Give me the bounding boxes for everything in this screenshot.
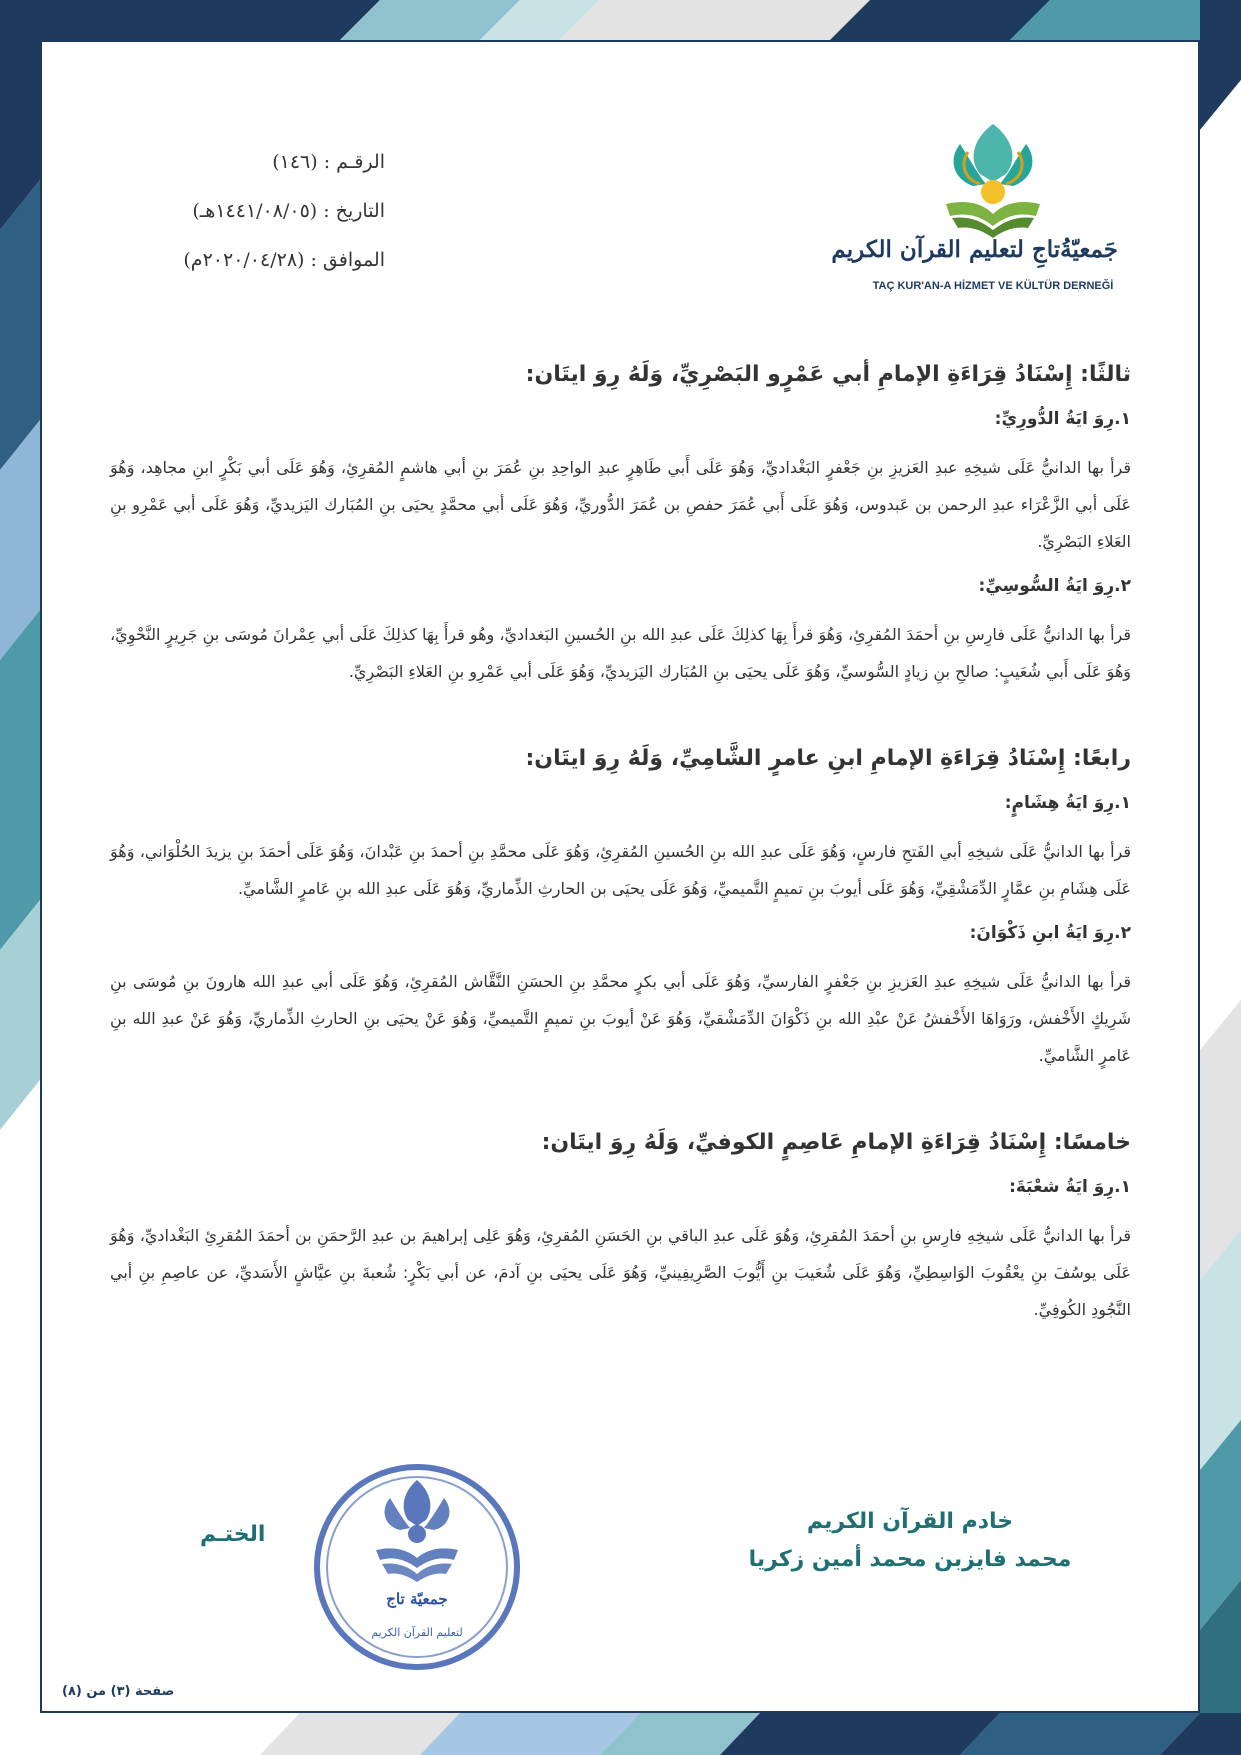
section-title: خامسًا: إِسْنَادُ قِرَاءَةِ الإمامِ عَاصِمٍ الكوفيِّ، وَلَهُ رِوَ ايتَان: [541,1130,1131,1155]
official-seal-icon [308,1458,526,1676]
section-title: رابعًا: إِسْنَادُ قِرَاءَةِ الإمامِ ابنِ عامرٍ الشَّامِيِّ، وَلَهُ رِوَ ايتَان: [525,746,1131,771]
narration-text: قرأ بها الدانيُّ عَلَى شيخِهِ عبدِ العَزيزِ بنِ جَعْفرٍ البَغْداديِّ، وَهُوَ عَلَى أَبي طَاهِرٍ عبدِ الواحِدِ بنِ عُمَرَ بنِ أبي هاشمٍ المُقرِئِ، وَهُوَ عَلَى أبي بَكْرٍ ابنِ مجاهِد، وَهُوَ عَلَى أبي الزَّعْرَاء عبدِ الرحمن بن عَبدوس، وَهُوَ عَلَى أَبي عُمَرَ حفصِ بن عُمَرَ الدُّوريِّ، وَهُوَ عَلَى أبي محمَّدٍ يحيَى بنِ المُبَارك اليَزيديِّ، وَهُوَ عَلَى أبي عَمْرِو بنِ العَلاءِ البَصْرِيِّ. [110,458,1131,551]
signature-block [700,1503,1120,1579]
section [110,746,1131,1074]
seal-label: الختـم [200,1522,266,1547]
narration-title: ٢.رِوَ ايَةُ ابنِ ذَكْوَانَ: [969,923,1131,943]
document-body [110,362,1131,1344]
seal-subtext: لتعليم القرآن الكريم [371,1626,463,1639]
narration-text: قرأ بها الدانيُّ عَلَى فارِسِ بنِ أحمَدَ المُقرِئِ، وَهُوَ قرأَ بِهَا كذلِكَ عَلَى عبدِ الله بنِ الحُسينِ البَغداديِّ، وهُو قرأَ بِهَا كذلِكَ عَلَى أبي عِمْرانَ مُوسَى بنِ جَرِيرٍ النَّحْوِيِّ، وَهُوَ عَلَى أَبي شُعَيبٍ: صالحِ بنِ زيادٍ السُّوسيِّ، وَهُوَ عَلَى يحيَى بنِ المُبَارك اليَزيديِّ، وَهُوَ عَلَى أبي عَمْرِو بنِ العَلاءِ البَصْرِيِّ. [110,625,1131,681]
logo-latin-name: TAÇ KUR'AN-A HİZMET VE KÜLTÜR DERNEĞİ [872,280,1114,292]
seal-text: جمعيّة تاج [386,1590,448,1608]
page-number: صفحة (٣) من (٨) [62,1684,175,1699]
association-logo-icon [831,104,1118,304]
document-meta [183,138,385,285]
narration-title: ١.رِوَ ايَةُ شعْبَةَ: [1009,1177,1131,1197]
section [110,1130,1131,1328]
section [110,362,1131,690]
narration-title: ١.رِوَ ايَةُ الدُّورِيِّ: [994,409,1131,429]
logo-arabic-name: جَمعيّةُتاجِ لتعليم القرآن الكريم [831,236,1118,263]
signature-title: خادم القرآن الكريم [806,1509,1014,1534]
narration-title: ١.رِوَ ايَةُ هِشَامٍ: [1004,793,1131,813]
hijri-date: التاريخ : (١٤٤١/٠٨/٠٥هـ) [192,200,385,222]
reference-number: الرقـم : (١٤٦) [272,151,385,173]
narration-text: قرأ بها الدانيُّ عَلَى شيخِهِ فارِسِ بنِ أحمَدَ المُقرِئِ، وَهُوَ عَلَى عبدِ الباقي بنِ الحَسَنِ المُقرِئِ، وَهُوَ عَلِى إبراهيمَ بن عبدِ الرَّحمَنِ بن أحمَدَ المُقرِئِ البَغْداديِّ، وَهُوَ عَلَى يوسُفَ بنِ يعْقُوبَ الوَاسِطِيِّ، وَهُوَ عَلَى شُعَيبَ بنِ أَيُّوبَ الصَّرِيفِينيِّ، وَهُوَ عَلَى يحيَى بنِ آدمَ، عن أبي بَكْرٍ: شُعبةَ بنِ عيَّاشٍ الأَسَديِّ، عن عاصِمِ بنِ أبي النَّجُودِ الكُوفِيِّ. [110,1226,1131,1319]
narration-text: قرأ بها الدانيُّ عَلَى شيخِهِ أبي الفَتحِ فارسٍ، وَهُوَ عَلَى عبدِ الله بنِ الحُسينِ المُقرِئِ، وَهُوَ عَلَى محمَّدِ بنِ أحمدَ بنِ عَبْدانَ، وَهُوَ عَلَى أحمَدَ بنِ يزيدَ الحُلْوَاني، وَهُوَ عَلَى هِشَامِ بنِ عمَّارٍ الدِّمَشْقِيِّ، وَهُوَ عَلَى أيوبَ بنِ تميمٍ التَّميميِّ، وَهُوَ عَلَى يحيَى بن الحارثِ الذِّماريِّ، وَهُوَ عَلَى عبدِ الله بنِ عَامرٍ الشَّاميِّ. [110,842,1131,898]
gregorian-date: الموافق : (٢٠٢٠/٠٤/٢٨م) [183,249,385,271]
narration-title: ٢.رِوَ ايَةُ السُّوسِيِّ: [978,576,1131,596]
narration-text: قرأ بها الدانيُّ عَلَى شيخِهِ عبدِ العَزيزِ بنِ جَعْفرٍ الفارسيِّ، وَهُوَ عَلَى أبي بكرٍ محمَّدِ بنِ الحسَنِ النَّقَّاش المُقرِئِ، وَهُوَ عَلَى أبي عبدِ الله هارونَ بنِ مُوسَى بنِ شَرِيكٍ الأَخْفش، ورَوَاهَا الأَخْفشُ عَنْ عبْدِ الله بنِ ذَكْوَانَ الدِّمَشْقيِّ، وَهُوَ عَنْ أيوبَ بنِ تميمٍ التَّميميِّ، وَهُوَ عَنْ يحيَى بنِ الحارثِ الذِّماريِّ، وَهُوَ عَنْ عبدِ الله بنِ عَامرٍ الشَّاميِّ. [110,972,1131,1065]
signature-name: محمد فايزبن محمد أمين زكريا [748,1547,1072,1572]
section-title: ثالثًا: إِسْنَادُ قِرَاءَةِ الإمامِ أبي عَمْرٍو البَصْرِيِّ، وَلَهُ رِوَ ايتَان: [525,362,1131,387]
